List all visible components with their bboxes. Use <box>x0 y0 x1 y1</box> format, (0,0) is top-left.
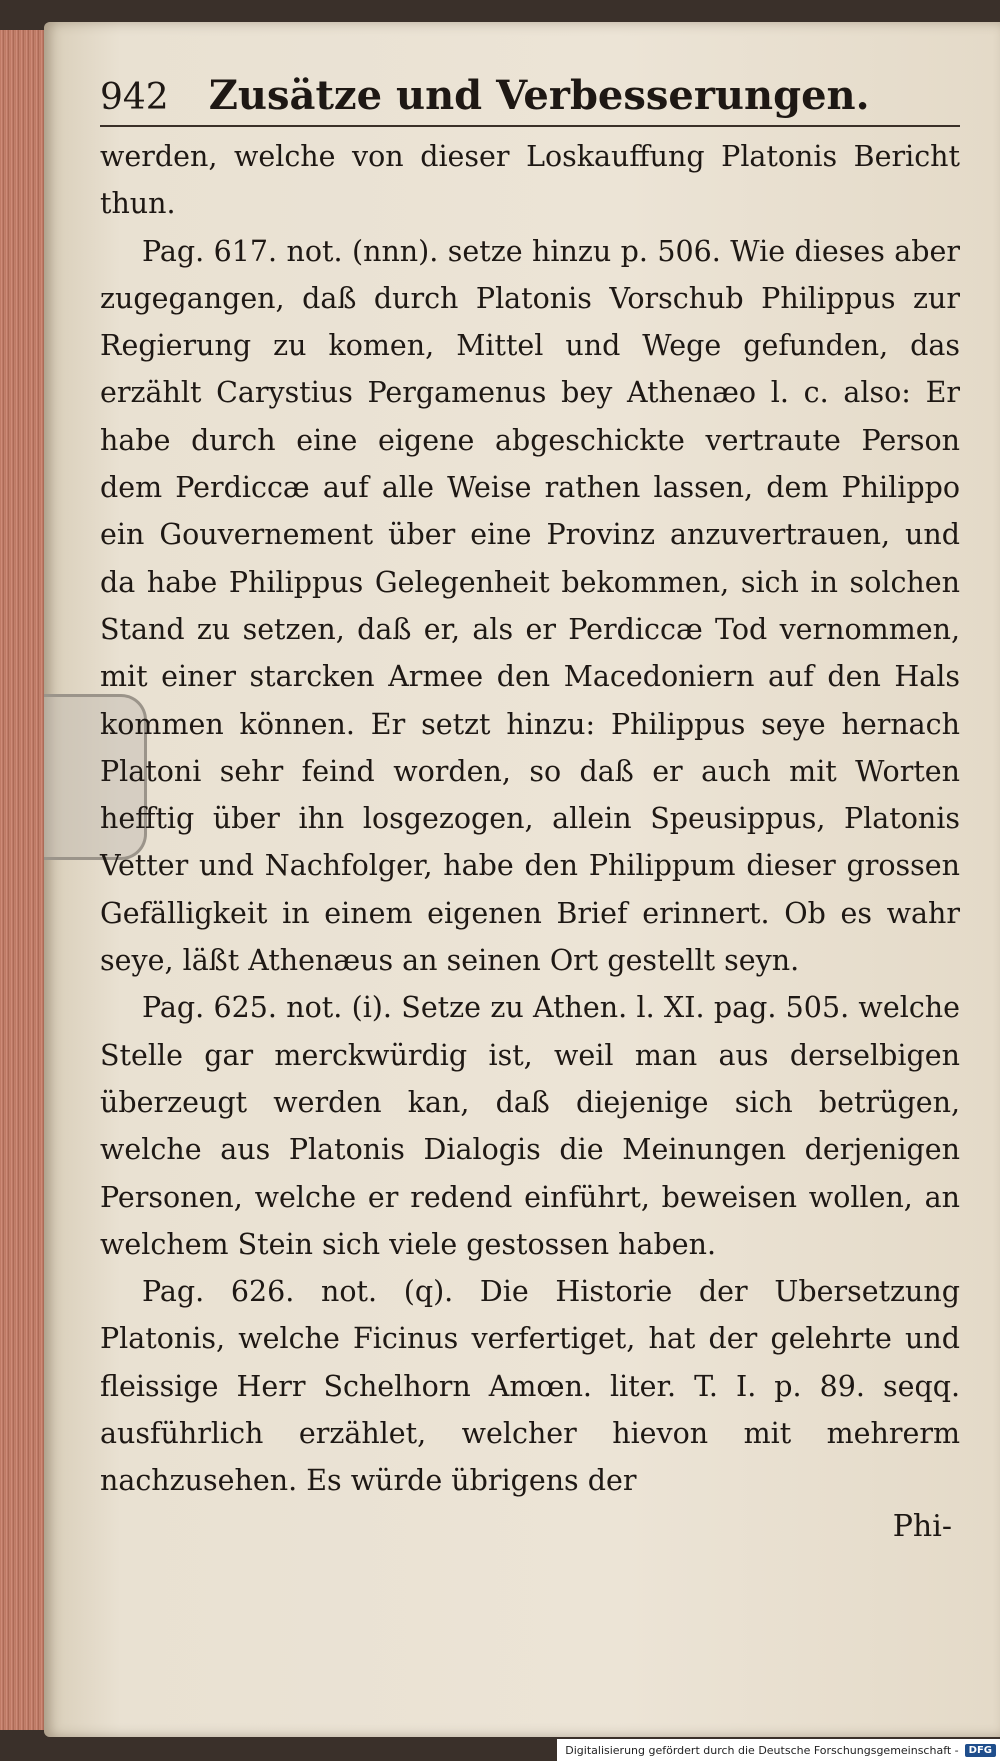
dfg-logo: DFG <box>965 1744 996 1757</box>
running-head <box>100 72 960 127</box>
running-title: Zusätze und Verbesserungen. <box>208 72 870 119</box>
page-content <box>100 72 960 1544</box>
paragraph-pag-626: Pag. 626. not. (q). Die Historie der Ubersetzung Platonis, welche Ficinus verfertiget, hat der gelehrte und fleissige Herr Schelhorn Amœn. liter. T. I. p. 89. seqq. ausführlich erzählet, welcher hievon mit mehrerm nachzusehen. Es würde übrigens der <box>100 1275 960 1498</box>
digitization-credit <box>557 1739 1000 1761</box>
catchword: Phi- <box>892 1508 952 1544</box>
credit-text: Digitalisierung gefördert durch die Deutsche Forschungsgemeinschaft - <box>565 1743 959 1757</box>
page-number: 942 <box>100 77 169 118</box>
paragraph-pag-625: Pag. 625. not. (i). Setze zu Athen. l. XI. pag. 505. welche Stelle gar merckwürdig ist, weil man aus derselbigen überzeugt werden kan, daß diejenige sich betrügen, welche aus Platonis Dialogis die Meinungen derjenigen Personen, welche er redend einführt, beweisen wollen, an welchem Stein sich viele gestossen haben. <box>100 991 960 1261</box>
text-block <box>100 133 960 1505</box>
paragraph-pag-617: Pag. 617. not. (nnn). setze hinzu p. 506. Wie dieses aber zugegangen, daß durch Platonis Vorschub Philippus zur Regierung zu komen, Mittel und Wege gefunden, das erzählt Carystius Pergamenus bey Athenæo l. c. also: Er habe durch eine eigene abgeschickte vertraute Person dem Perdiccæ auf alle Weise rathen lassen, dem Philippo ein Gouvernement über eine Provinz anzuvertrauen, und da habe Philippus Gelegenheit bekommen, sich in solchen Stand zu setzen, daß er, als er Perdiccæ Tod vernommen, mit einer starcken Armee den Macedoniern auf den Hals kommen können. Er setzt hinzu: Philippus seye hernach Platoni sehr feind worden, so daß er auch mit Worten hefftig über ihn losgezogen, allein Speusippus, Platonis Vetter und Nachfolger, habe den Philippum dieser grossen Gefälligkeit in einem eigenen Brief erinnert. Ob es wahr seye, läßt Athenæus an seinen Ort gestellt seyn. <box>100 234 960 978</box>
book-page-edges <box>0 30 50 1730</box>
paragraph-continuation: werden, welche von dieser Loskauffung Platonis Bericht thun. <box>100 140 960 221</box>
